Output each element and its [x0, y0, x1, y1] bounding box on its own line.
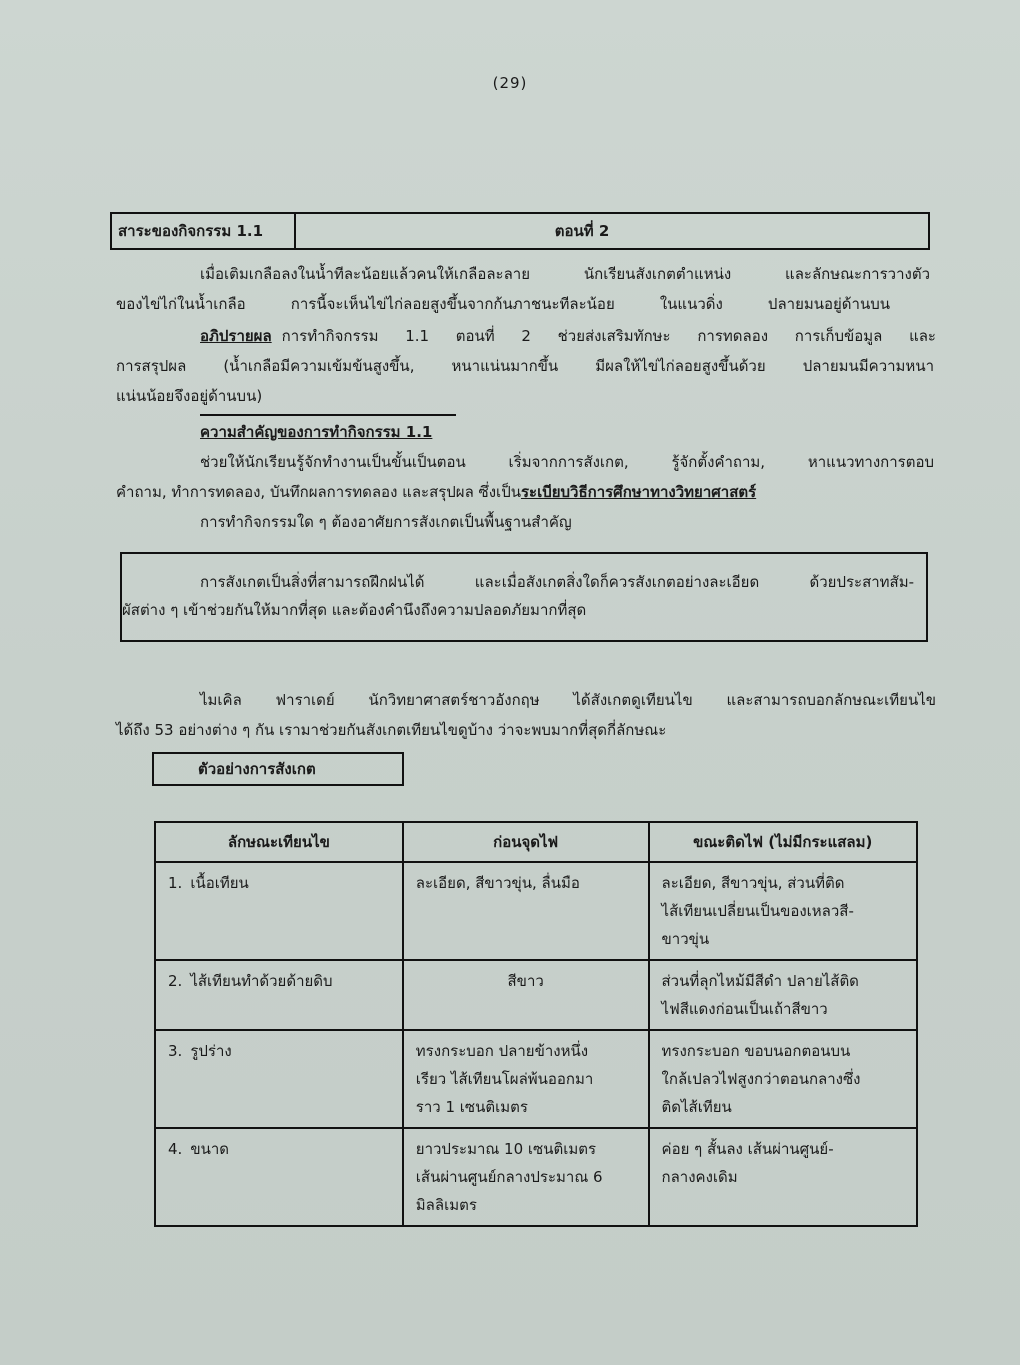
- cell-line: กลางคงเดิม: [661, 1168, 738, 1186]
- row-number: 2.: [168, 972, 183, 990]
- topic-box-part: ตอนที่ 2: [554, 222, 610, 240]
- para1-line2: ของไข่ไก่ในน้ำเกลือ การนี้จะเห็นไข่ไก่ลอยสูงขึ้นจากก้นภาชนะทีละน้อย ในแนวดิ่ง ปลายมนอยู่ด้านบน: [116, 295, 890, 313]
- cell-line: ไฟสีแดงก่อนเป็นเถ้าสีขาว: [661, 1000, 828, 1018]
- table-row: [155, 1128, 917, 1226]
- row-number: 3.: [168, 1042, 183, 1060]
- cell-line: ทรงกระบอก ปลายข้างหนึ่ง: [415, 1042, 589, 1060]
- cell-line: เรียว ไส้เทียนโผล่พ้นออกมา: [415, 1070, 594, 1088]
- table-row: [155, 1030, 917, 1128]
- example-label-box: ตัวอย่างการสังเกต: [152, 752, 404, 786]
- cell-line: ค่อย ๆ สั้นลง เส้นผ่านศูนย์-: [661, 1140, 834, 1158]
- table-row: [155, 862, 917, 960]
- row2-during: [649, 960, 917, 1030]
- discussion-label: อภิปรายผล: [200, 327, 272, 345]
- faraday-line1: ไมเคิล ฟาราเดย์ นักวิทยาศาสตร์ชาวอังกฤษ ได้สังเกตดูเทียนไข และสามารถบอกลักษณะเทียนไข: [200, 691, 936, 709]
- row2-trait: [155, 960, 403, 1030]
- trait-text: เนื้อเทียน: [190, 874, 249, 892]
- cell-line: สีขาว: [507, 972, 544, 990]
- importance-heading: ความสำคัญของการทำกิจกรรม 1.1: [200, 414, 456, 444]
- importance-line2: [116, 480, 756, 504]
- trait-text: ขนาด: [190, 1140, 229, 1158]
- row1-before: [403, 862, 649, 960]
- row3-trait: [155, 1030, 403, 1128]
- cell-line: ละเอียด, สีขาวขุ่น, ลื่นมือ: [415, 874, 580, 892]
- table-header-row: [155, 822, 917, 862]
- importance-line1: ช่วยให้นักเรียนรู้จักทำงานเป็นขั้นเป็นตอน เริ่มจากการสังเกต, รู้จักตั้งคำถาม, หาแนวทางการตอบ: [200, 453, 934, 471]
- row-number: 4.: [168, 1140, 183, 1158]
- cell-line: ส่วนที่ลุกไหม้มีสีดำ ปลายไส้ติด: [661, 972, 859, 990]
- cell-line: ราว 1 เซนติเมตร: [415, 1098, 528, 1116]
- cell-line: ใกล้เปลวไฟสูงกว่าตอนกลางซึ่ง: [661, 1070, 861, 1088]
- para2-line1: การทำกิจกรรม 1.1 ตอนที่ 2 ช่วยส่งเสริมทักษะ การทดลอง การเก็บข้อมูล และ: [281, 327, 936, 345]
- row3-before: [403, 1030, 649, 1128]
- topic-box-activity: สาระของกิจกรรม 1.1: [112, 214, 296, 248]
- row4-during: [649, 1128, 917, 1226]
- page-number: (29): [492, 74, 528, 92]
- topic-box: [110, 212, 930, 250]
- cell-line: ขาวขุ่น: [661, 930, 710, 948]
- importance-line3: การทำกิจกรรมใด ๆ ต้องอาศัยการสังเกตเป็นพื้นฐานสำคัญ: [200, 513, 572, 531]
- table-row: [155, 960, 917, 1030]
- cell-line: ติดไส้เทียน: [661, 1098, 732, 1116]
- row2-before: [403, 960, 649, 1030]
- faraday-line2: ได้ถึง 53 อย่างต่าง ๆ กัน เรามาช่วยกันสังเกตเทียนไขดูบ้าง ว่าจะพบมากที่สุดกี่ลักษณะ: [116, 721, 667, 739]
- row4-trait: [155, 1128, 403, 1226]
- observation-note-box: [120, 552, 928, 642]
- header-during: ขณะติดไฟ (ไม่มีกระแสลม): [649, 822, 917, 862]
- para2-line3: แน่นน้อยจึงอยู่ด้านบน): [116, 387, 263, 405]
- observation-table: [154, 821, 918, 1227]
- importance-line2-text: คำถาม, ทำการทดลอง, บันทึกผลการทดลอง และสรุปผล ซึ่งเป็น: [116, 483, 521, 501]
- note-line1: การสังเกตเป็นสิ่งที่สามารถฝึกฝนได้ และเมื่อสังเกตสิ่งใดก็ควรสังเกตอย่างละเอียด ด้วยประสาทสัม-: [200, 573, 914, 591]
- trait-text: ไส้เทียนทำด้วยด้ายดิบ: [190, 972, 333, 990]
- cell-line: เส้นผ่านศูนย์กลางประมาณ 6: [415, 1168, 603, 1186]
- row1-during: [649, 862, 917, 960]
- row4-before: [403, 1128, 649, 1226]
- cell-line: ทรงกระบอก ขอบนอกตอนบน: [661, 1042, 851, 1060]
- cell-line: ยาวประมาณ 10 เซนติเมตร: [415, 1140, 597, 1158]
- cell-line: มิลลิเมตร: [415, 1196, 477, 1214]
- para1-line1: เมื่อเติมเกลือลงในน้ำทีละน้อยแล้วคนให้เกลือละลาย นักเรียนสังเกตตำแหน่ง และลักษณะการวางตัว: [200, 265, 930, 283]
- cell-line: ไส้เทียนเปลี่ยนเป็นของเหลวสี-: [661, 902, 854, 920]
- row1-trait: [155, 862, 403, 960]
- trait-text: รูปร่าง: [190, 1042, 232, 1060]
- note-line2: ผัสต่าง ๆ เข้าช่วยกันให้มากที่สุด และต้องคำนึงถึงความปลอดภัยมากที่สุด: [122, 601, 587, 619]
- para2-line2: การสรุปผล (น้ำเกลือมีความเข้มข้นสูงขึ้น, หนาแน่นมากขึ้น มีผลให้ไข่ไก่ลอยสูงขึ้นด้วย ปลายมนมีความหนา: [116, 357, 934, 375]
- para2-line1-wrap: [200, 324, 936, 348]
- scientific-method-text: ระเบียบวิธีการศึกษาทางวิทยาศาสตร์: [520, 483, 757, 501]
- header-before: ก่อนจุดไฟ: [403, 822, 649, 862]
- row3-during: [649, 1030, 917, 1128]
- row-number: 1.: [168, 874, 183, 892]
- cell-line: ละเอียด, สีขาวขุ่น, ส่วนที่ติด: [661, 874, 845, 892]
- header-trait: ลักษณะเทียนไข: [155, 822, 403, 862]
